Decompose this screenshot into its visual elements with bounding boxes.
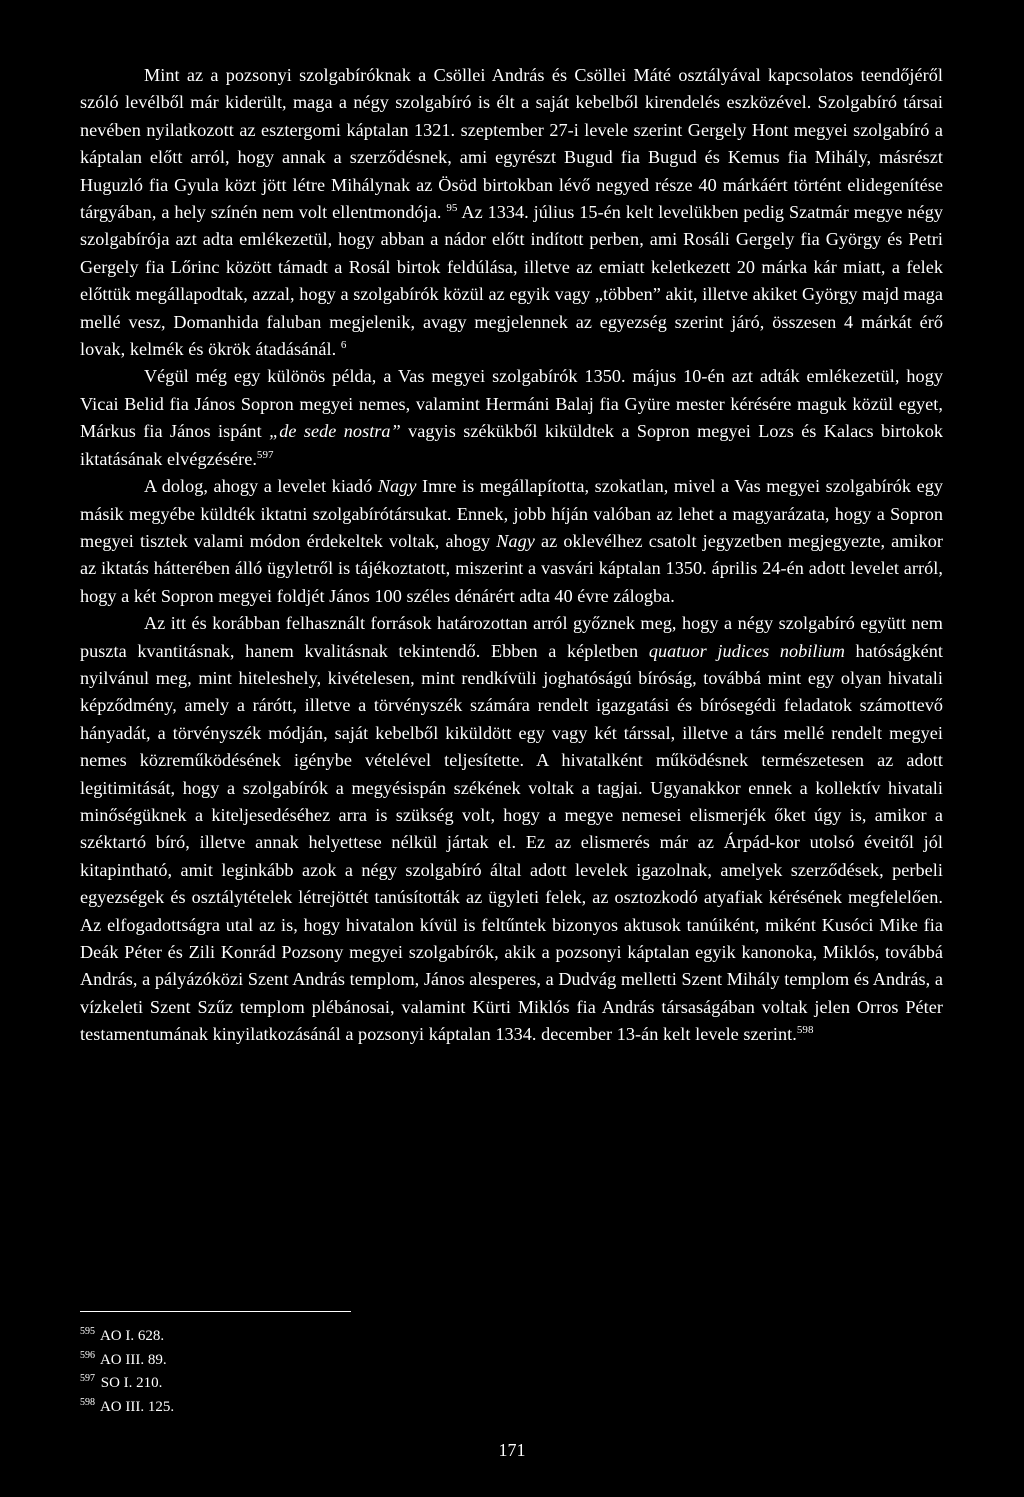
italic-segment: Nagy	[377, 476, 417, 497]
text-segment: Végül még egy különös példa, a Vas megyei szolgabírók 1350. május 10-én azt adták emlékezetül, hogy Vicai Belid fia János Sopron megyei nemes, valamint Hermáni Balaj fia Gyüre mester kérésére maguk közül egyet, Márkus fia János ispánt	[80, 366, 943, 442]
footnote-item	[80, 1396, 174, 1420]
text-segment: Mint az a pozsonyi szolgabíróknak a Csöllei András és Csöllei Máté osztályával kapcsolatos teendőjéről szóló levélből már kiderült, maga a négy szolgabíró is élt a saját kebelből kirendelés eszközével. Szolgabíró társai nevében nyilatkozott az esztergomi káptalan 1321. szeptember 27-i levele szerint Gergely Hont megyei szolgabíró a káptalan előtt arról, hogy annak a szerződésnek, ami egyrészt Bugud fia Bugud és Kemus fia Mihály, másrészt Huguzló fia Gyula közt jött létre Mihálynak az Ösöd birtokban lévő negyed része 40 márkáért történt elidegenítése tárgyában, a hely színén nem volt ellentmondója.	[80, 65, 943, 223]
text-segment: A dolog, ahogy a levelet kiadó	[144, 476, 378, 497]
footnote-ref: 6	[340, 339, 347, 351]
footnote-item	[80, 1325, 174, 1349]
paragraph-3	[80, 473, 943, 610]
page-number: 171	[498, 1440, 526, 1460]
footnote-text: AO III. 125.	[99, 1398, 175, 1415]
footnote-ref: 597	[256, 448, 274, 461]
footnote-text: AO I. 628.	[99, 1328, 165, 1344]
footnote-item	[80, 1372, 174, 1396]
footnote-ref: 95	[446, 201, 458, 214]
text-segment: vagyis székükből kiküldtek a Sopron megyei Lozs és Kalacs birtokok iktatásának elvégzésére.	[80, 421, 943, 469]
italic-segment: quatuor judices nobilium	[648, 640, 845, 661]
footnote-text: SO I. 210.	[100, 1375, 163, 1391]
page-body	[80, 62, 943, 1049]
text-segment: hatóságként nyilvánul meg, mint hiteleshely, kivételesen, mint rendkívüli joghatóságú bíróság, továbbá mint egy olyan hivatali képződmény, amely a rárótt, illetve a törvényszék számára rendelt igazgatási és bírósegédi feladatok számottevő hányadát, a törvényszék módján, saját kebelből kiküldött egy vagy két társsal, illetve a társ mellé rendelt megyei nemes közreműködésének igénybe vételével teljesítette. A hivatalként működésnek természetesen az adott legitimitását, hogy a szolgabírók a megyésispán székének voltak a tagjai. Ugyanakkor ennek a kollektív hivatali minőségüknek a kiteljesedéséhez arra is szükség volt, hogy a megye nemesei elismerjék őket úgy is, amikor a széktartó bíró, illetve annak helyettese nélkül jártak el. Ez az elismerés már az Árpád-kor utolsó éveitől jól kitapintható, amit leginkább azok a négy szolgabíró által adott levelek igazolnak, amelyek szerződések, perbeli egyezségek és osztálytételek létrejöttét tanúsították az ügyleti felek, az osztozkodó atyafiak kérésének megfelelően. Az elfogadottságra utal az is, hogy hivatalon kívül is feltűntek bizonyos aktusok tanúiként, miként Kusóci Mike fia Deák Péter és Zili Konrád Pozsony megyei szolgabírók, akik a pozsonyi káptalan egyik kanonoka, Miklós, továbbá András, a pályázóközi Szent András templom, János alesperes, a Dudvág melletti Szent Mihály templom és András, a vízkeleti Szent Szűz templom plébánosai, valamint Kürti Miklós fia András társaságában voltak jelen Orros Péter testamentumának kinyilatkozásánál a pozsonyi káptalan 1334. december 13-án kelt levele szerint.	[80, 640, 943, 1045]
paragraph-1	[80, 62, 943, 363]
footnote-text: AO III. 89.	[99, 1351, 167, 1368]
text-segment: az oklevélhez csatolt jegyzetben megjegyezte, amikor az iktatás hátterében álló ügyletről is tájékoztatott, miszerint a vasvári káptalan 1350. április 24-én adott levelet arról, hogy a két Sopron megyei foldjét János 100 széles dénárért adta 40 évre zálogba.	[80, 530, 944, 606]
footnotes	[80, 1325, 174, 1419]
paragraph-4	[80, 610, 943, 1049]
italic-segment: „de sede nostra”	[269, 421, 401, 442]
footnote-number: 595	[80, 1326, 95, 1337]
text-segment: Az 1334. július 15-én kelt levelükben pedig Szatmár megye négy szolgabírója azt adta emlékezetül, hogy abban a nádor előtt indított perben, ami Rosáli Gergely fia György és Petri Gergely fia Lőrinc között támadt a Rosál birtok feldúlása, illetve az emiatt keletkezett 20 márka kár miatt, a felek előttük megállapodtak, azzal, hogy a szolgabírók közül az egyik vagy „többen” akit, illetve akiket György majd maga mellé vesz, Domanhida faluban megjelenik, avagy megjelennek az egyezség szerint járó, összesen 4 márkát érő lovak, kelmék és ökrök átadásánál.	[80, 202, 943, 360]
footnote-item	[80, 1349, 174, 1373]
italic-segment: Nagy	[496, 530, 535, 551]
paragraph-2	[80, 363, 943, 473]
text-segment: Az itt és korábban felhasznált források határozottan arról győznek meg, hogy a négy szolgabíró együtt nem puszta kvantitásnak, hanem kvalitásnak tekintendő. Ebben a képletben	[80, 613, 943, 661]
body-text	[80, 62, 943, 1049]
footnote-number: 597	[80, 1373, 95, 1384]
footnote-number: 596	[80, 1349, 95, 1361]
text-segment: Imre is megállapította, szokatlan, mivel a Vas megyei szolgabírók egy másik megyébe küldték iktatni szolgabírótársukat. Ennek, jobb híján valóban az lehet a magyarázata, hogy a Sopron megyei tisztek valami módon érdekeltek voltak, ahogy	[80, 476, 943, 551]
footnote-number: 598	[80, 1396, 95, 1408]
footnote-divider	[80, 1311, 351, 1312]
footnote-ref: 598	[796, 1024, 814, 1037]
